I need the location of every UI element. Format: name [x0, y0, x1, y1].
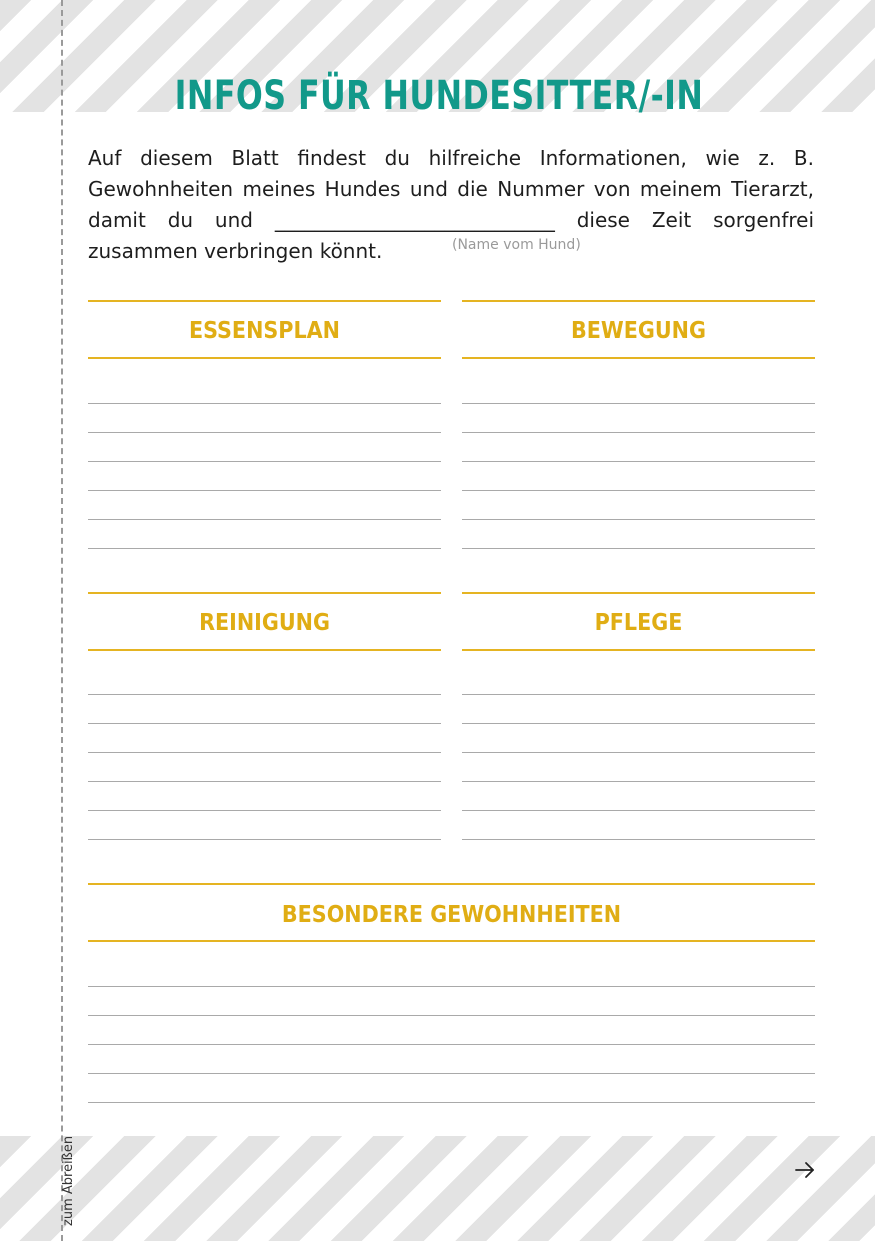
- section-heading-essensplan: ESSENSPLAN: [189, 318, 340, 344]
- writing-line[interactable]: [462, 810, 815, 811]
- writing-line[interactable]: [88, 1073, 815, 1074]
- writing-line[interactable]: [462, 781, 815, 782]
- section-rule-top: [462, 592, 815, 594]
- page-title: INFOS FÜR HUNDESITTER/-IN: [174, 73, 704, 119]
- section-heading-reinigung: REINIGUNG: [199, 610, 330, 636]
- writing-line[interactable]: [88, 986, 815, 987]
- writing-line[interactable]: [462, 461, 815, 462]
- writing-line[interactable]: [462, 432, 815, 433]
- writing-line[interactable]: [462, 548, 815, 549]
- writing-line[interactable]: [462, 723, 815, 724]
- writing-line[interactable]: [88, 723, 441, 724]
- writing-line[interactable]: [88, 1044, 815, 1045]
- section-rule-top: [88, 300, 441, 302]
- writing-line[interactable]: [462, 839, 815, 840]
- writing-line[interactable]: [462, 403, 815, 404]
- tear-off-dashed-line: [61, 0, 63, 1241]
- writing-line[interactable]: [88, 490, 441, 491]
- writing-line[interactable]: [88, 519, 441, 520]
- section-rule-bottom: [462, 357, 815, 359]
- writing-line[interactable]: [88, 752, 441, 753]
- writing-line[interactable]: [88, 548, 441, 549]
- writing-line[interactable]: [88, 839, 441, 840]
- writing-line[interactable]: [462, 752, 815, 753]
- section-rule-bottom: [462, 649, 815, 651]
- writing-line[interactable]: [88, 1015, 815, 1016]
- striped-footer-background: [0, 1136, 875, 1241]
- section-pflege: [462, 592, 815, 842]
- dog-name-hint: (Name vom Hund): [452, 237, 581, 253]
- tear-off-label: zum Abreißen: [61, 1135, 76, 1226]
- writing-line[interactable]: [88, 1102, 815, 1103]
- section-heading-bewegung: BEWEGUNG: [571, 318, 706, 344]
- intro-paragraph: Auf diesem Blatt findest du hilfreiche Informationen, wie z. B. Gewohnheiten meines Hundes und die Nummer von meinem Tierarzt, damit du und ____________________________ diese Zeit sorgenfrei zusammen verbringen könnt.: [88, 146, 814, 263]
- writing-line[interactable]: [88, 461, 441, 462]
- writing-line[interactable]: [462, 490, 815, 491]
- section-essensplan: [88, 300, 441, 550]
- writing-line[interactable]: [88, 403, 441, 404]
- arrow-right-icon[interactable]: [793, 1158, 817, 1182]
- section-heading-pflege: PFLEGE: [594, 610, 683, 636]
- section-heading-besondere-gewohnheiten: BESONDERE GEWOHNHEITEN: [281, 902, 622, 928]
- section-besondere-gewohnheiten: [88, 883, 815, 1105]
- writing-line[interactable]: [88, 694, 441, 695]
- writing-line[interactable]: [462, 519, 815, 520]
- section-bewegung: [462, 300, 815, 550]
- section-rule-top: [88, 592, 441, 594]
- writing-line[interactable]: [88, 432, 441, 433]
- section-rule-bottom: [88, 357, 441, 359]
- writing-line[interactable]: [88, 810, 441, 811]
- section-rule-top: [462, 300, 815, 302]
- section-rule-bottom: [88, 649, 441, 651]
- section-rule-top: [88, 883, 815, 885]
- writing-line[interactable]: [462, 694, 815, 695]
- section-reinigung: [88, 592, 441, 842]
- writing-line[interactable]: [88, 781, 441, 782]
- section-rule-bottom: [88, 940, 815, 942]
